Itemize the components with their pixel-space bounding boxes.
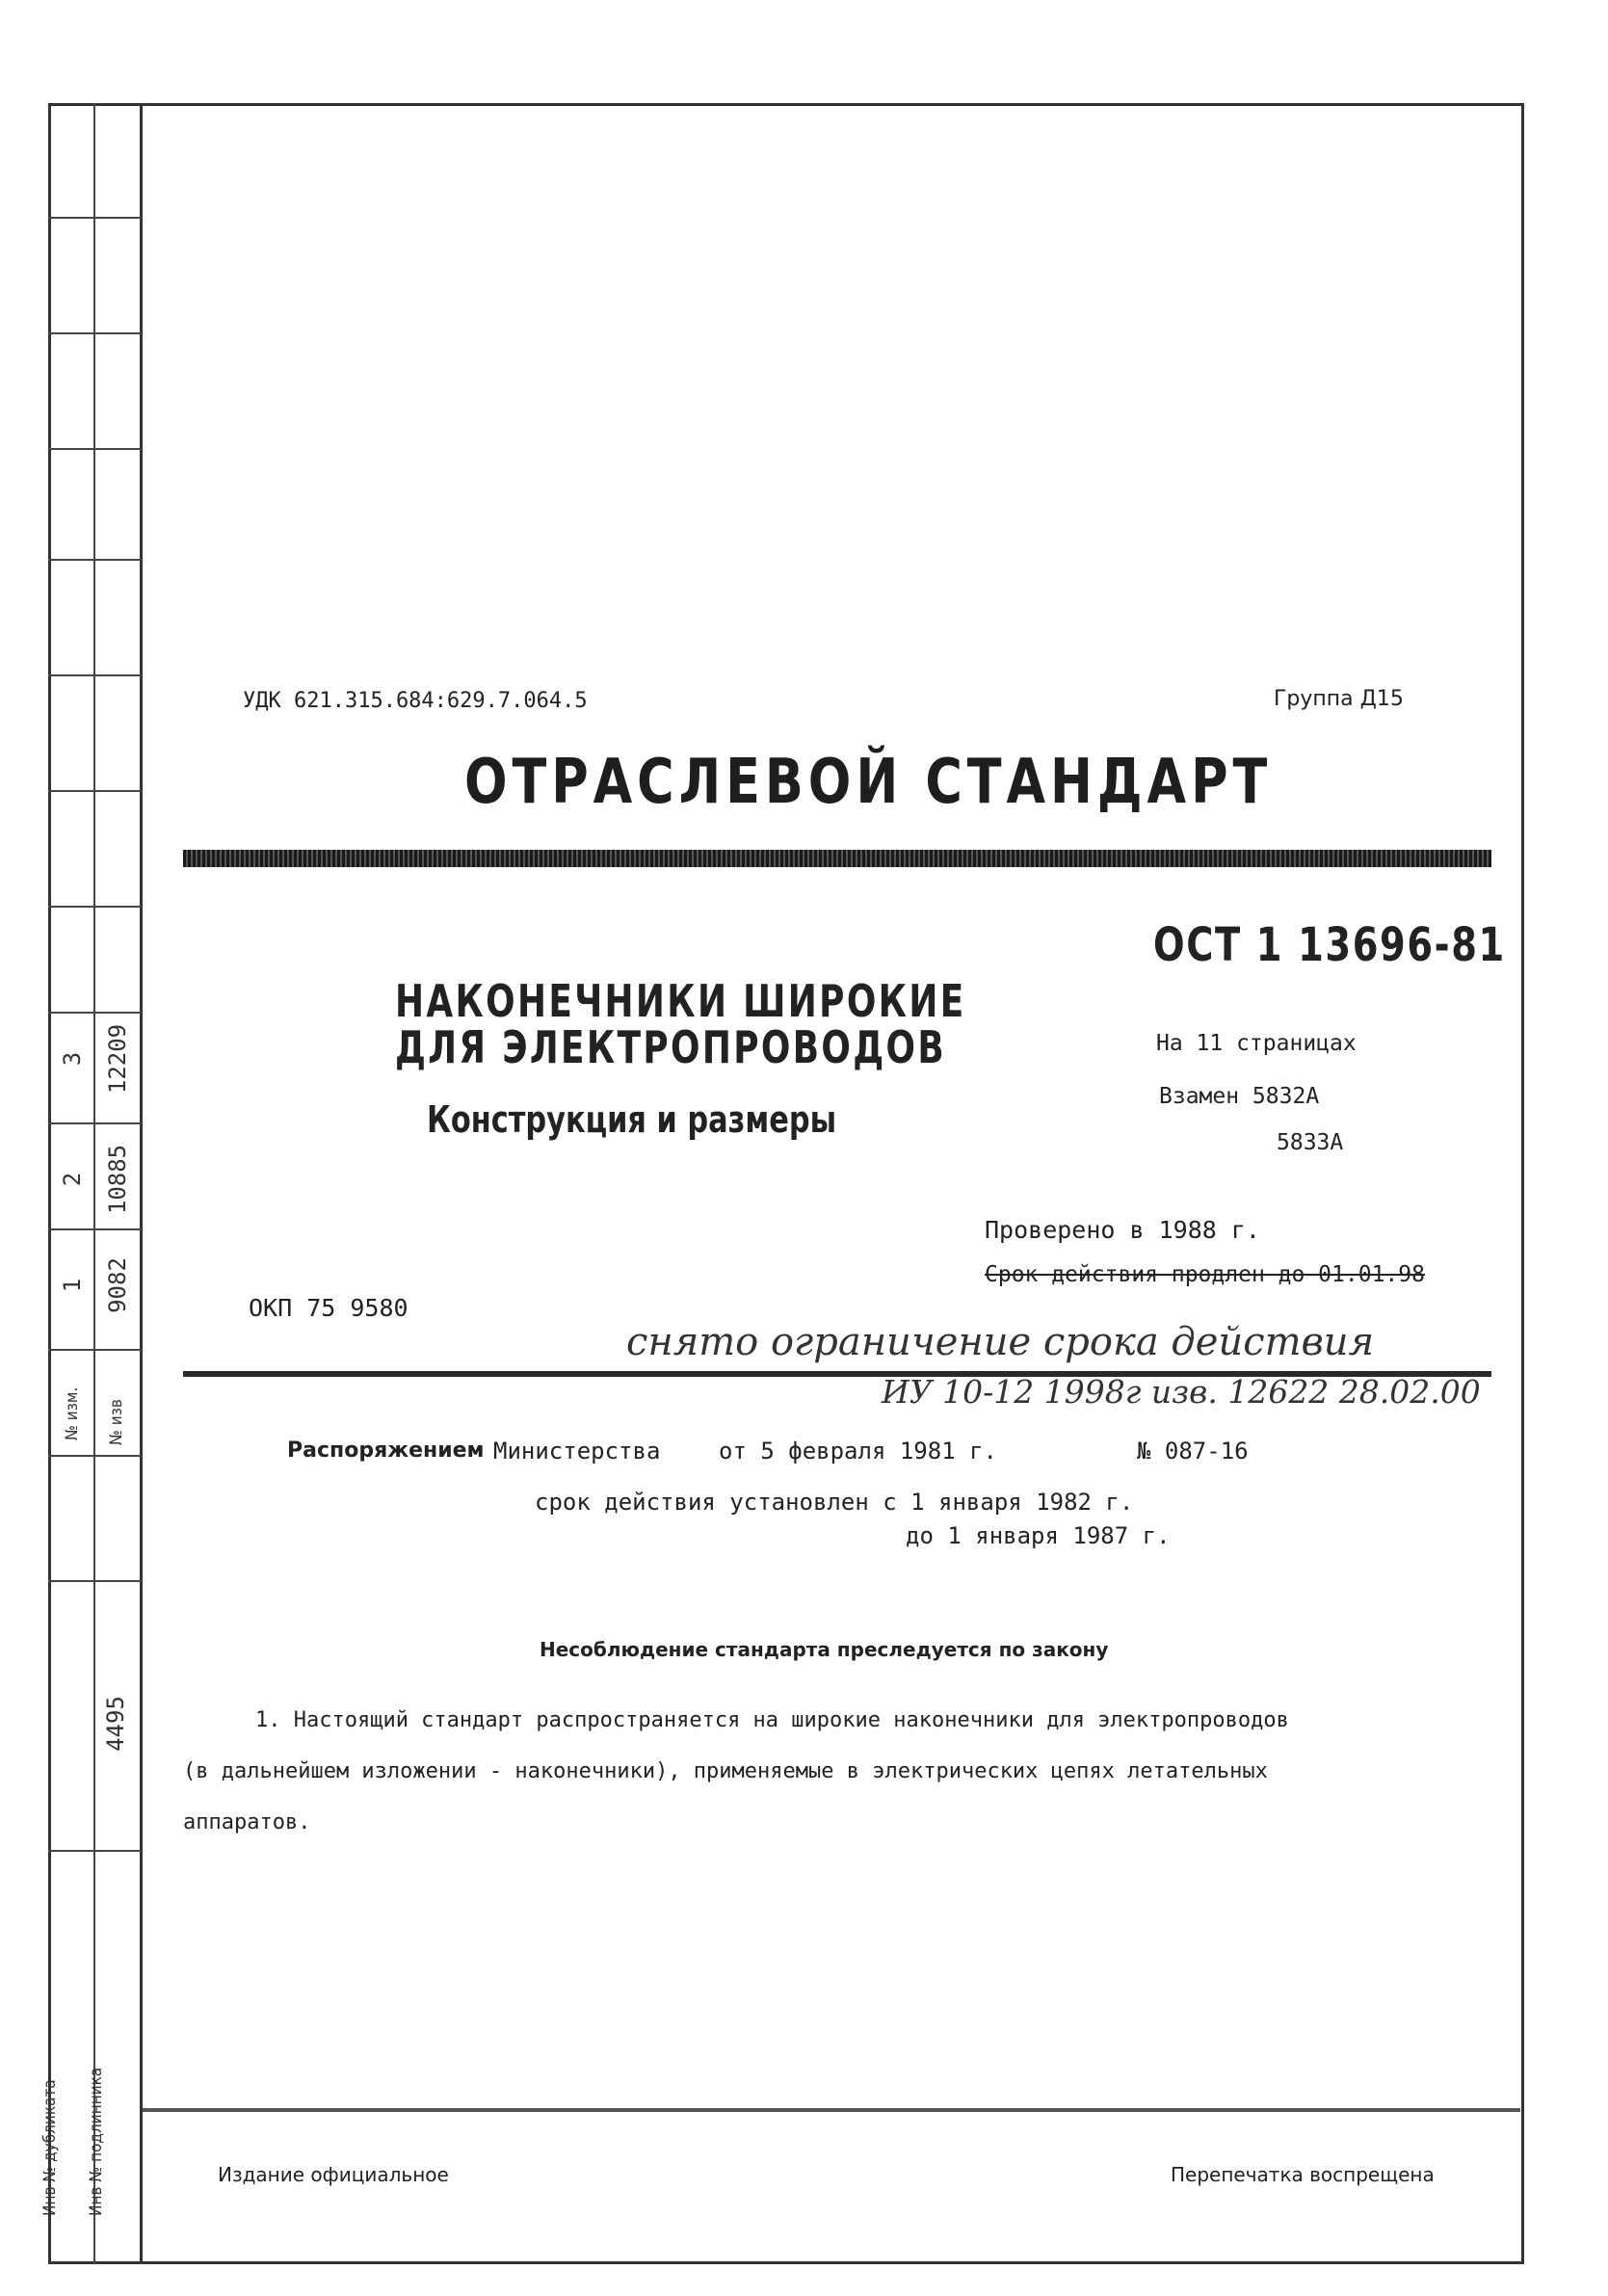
main-border-left: [140, 103, 143, 2264]
label-original-inv: Инв № подлинника: [87, 2067, 106, 2216]
side-rule: [48, 448, 142, 450]
side-rule: [48, 1349, 142, 1351]
order-ministry: Министерства: [493, 1438, 661, 1465]
side-column-divider: [93, 103, 95, 2264]
page-count: На 11 страницах: [1156, 1031, 1357, 1056]
term-line2: до 1 января 1987 г.: [906, 1522, 1171, 1549]
inventory-number: 4495: [102, 1696, 129, 1752]
page-frame: [48, 103, 1524, 2264]
validity-extended-struck: Срок действия продлен до 01.01.98: [985, 1262, 1425, 1287]
title-underline-bar: [183, 850, 1491, 867]
order-date: от 5 февраля 1981 г.: [719, 1438, 997, 1465]
label-change-number: № изм.: [63, 1386, 82, 1440]
order-number: № 087-16: [1137, 1438, 1249, 1465]
change-num-3: 3: [59, 1051, 86, 1067]
term-line1: срок действия установлен с 1 января 1982 г.: [535, 1489, 1134, 1516]
group-code: Группа Д15: [1274, 687, 1404, 711]
change-doc-3: 12209: [104, 1023, 131, 1095]
side-rule: [48, 1455, 142, 1457]
paragraph-1-line2: (в дальнейшем изложении - наконечники), применяемые в электрических цепях летательных: [183, 1759, 1268, 1783]
side-rule: [48, 217, 142, 219]
replaces-line2: 5833А: [1277, 1130, 1344, 1155]
side-rule: [48, 790, 142, 792]
checked-year: Проверено в 1988 г.: [985, 1216, 1260, 1244]
side-rule: [48, 559, 142, 561]
footer-divider: [143, 2108, 1520, 2112]
label-duplicate-inv: Инв № дубликата: [40, 2079, 60, 2216]
side-rule: [48, 1580, 142, 1582]
product-name-line2: ДЛЯ ЭЛЕКТРОПРОВОДОВ: [395, 1021, 947, 1073]
okp-code: ОКП 75 9580: [249, 1294, 409, 1322]
side-rule: [48, 1850, 142, 1852]
udk-code: УДК 621.315.684:629.7.064.5: [243, 689, 588, 713]
handwritten-annotation-2: ИУ 10-12 1998г изв. 12622 28.02.00: [882, 1373, 1481, 1411]
handwritten-annotation-1: снято ограничение срока действия: [626, 1320, 1375, 1364]
paragraph-1-line1: 1. Настоящий стандарт распространяется на широкие наконечники для электропроводов: [255, 1708, 1289, 1732]
replaces-line1: Взамен 5832А: [1159, 1084, 1320, 1109]
standard-number: ОСТ 1 13696-81: [1153, 918, 1506, 972]
document-title: ОТРАСЛЕВОЙ СТАНДАРТ: [464, 747, 1273, 818]
product-subtitle: Конструкция и размеры: [427, 1098, 837, 1141]
change-doc-1: 9082: [104, 1257, 131, 1313]
official-edition: Издание официальное: [218, 2163, 449, 2186]
side-rule: [48, 906, 142, 908]
reprint-prohibited: Перепечатка воспрещена: [1171, 2163, 1435, 2186]
change-num-1: 1: [59, 1278, 86, 1293]
law-warning: Несоблюдение стандарта преследуется по закону: [540, 1638, 1109, 1661]
product-name-line1: НАКОНЕЧНИКИ ШИРОКИЕ: [395, 975, 966, 1027]
order-label: Распоряжением: [287, 1438, 485, 1463]
paragraph-1-line3: аппаратов.: [183, 1810, 311, 1834]
label-notice-number: № изв: [107, 1399, 126, 1445]
side-rule: [48, 332, 142, 334]
change-num-2: 2: [59, 1172, 86, 1187]
side-rule: [48, 674, 142, 676]
change-doc-2: 10885: [104, 1144, 131, 1215]
